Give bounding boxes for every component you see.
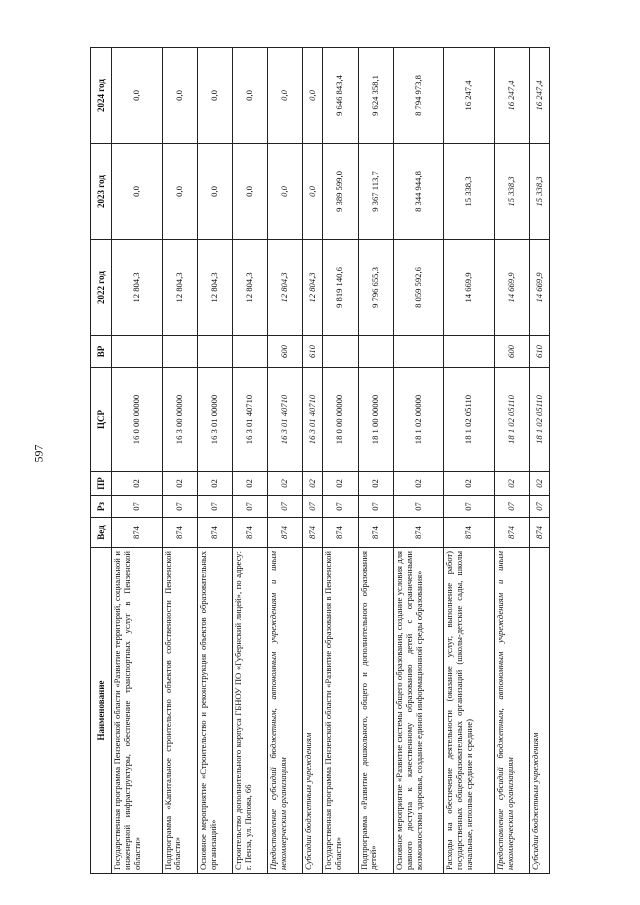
cell-value-2023: 0,0: [268, 144, 303, 240]
cell-vr: [444, 336, 495, 368]
table-row: [494, 48, 529, 874]
cell-ved: 874: [393, 518, 444, 548]
cell-value-2022: 12 804,3: [162, 240, 197, 336]
cell-ved: 874: [323, 518, 358, 548]
cell-rz: 07: [530, 496, 550, 518]
cell-ved: 874: [197, 518, 232, 548]
cell-value-2022: 12 804,3: [303, 240, 323, 336]
cell-rz: 07: [393, 496, 444, 518]
cell-value-2022: 9 796 655,3: [358, 240, 393, 336]
cell-rz: 07: [494, 496, 529, 518]
cell-rz: 07: [303, 496, 323, 518]
cell-value-2023: 0,0: [303, 144, 323, 240]
header-vr: ВР: [91, 336, 112, 368]
cell-pr: 02: [303, 472, 323, 496]
cell-name: Основное мероприятие «Развитие системы общего образования, создание условия для равного доступа к качественному образованию детей с ограниченными возможностями здоровья, создание единой информационной среды образования»: [393, 548, 444, 874]
cell-vr: [358, 336, 393, 368]
table-row: [232, 48, 267, 874]
table-row: [112, 48, 163, 874]
cell-pr: 02: [444, 472, 495, 496]
cell-name: Государственная программа Пензенской области «Развитие образования в Пензенской области»: [323, 548, 358, 874]
cell-csr: 18 1 00 00000: [358, 368, 393, 472]
cell-value-2024: 0,0: [232, 48, 267, 144]
cell-value-2024: 0,0: [197, 48, 232, 144]
cell-value-2022: 12 804,3: [197, 240, 232, 336]
cell-value-2022: 8 059 592,6: [393, 240, 444, 336]
table-row: [323, 48, 358, 874]
cell-value-2022: 14 669,9: [530, 240, 550, 336]
cell-value-2023: 15 338,3: [530, 144, 550, 240]
table-row: [444, 48, 495, 874]
cell-value-2024: 16 247,4: [444, 48, 495, 144]
cell-value-2022: 12 804,3: [232, 240, 267, 336]
header-2024: 2024 год: [91, 48, 112, 144]
cell-value-2023: 15 338,3: [444, 144, 495, 240]
cell-vr: 610: [303, 336, 323, 368]
cell-ved: 874: [494, 518, 529, 548]
cell-csr: 18 0 00 00000: [323, 368, 358, 472]
cell-value-2024: 0,0: [303, 48, 323, 144]
cell-value-2023: 8 344 944,8: [393, 144, 444, 240]
cell-value-2024: 9 646 843,4: [323, 48, 358, 144]
cell-value-2023: 15 338,3: [494, 144, 529, 240]
header-rz: Рз: [91, 496, 112, 518]
cell-csr: 16 3 01 40710: [232, 368, 267, 472]
cell-pr: 02: [162, 472, 197, 496]
budget-table: [90, 47, 550, 874]
cell-csr: 16 3 00 00000: [162, 368, 197, 472]
cell-pr: 02: [268, 472, 303, 496]
cell-ved: 874: [162, 518, 197, 548]
table-row: [162, 48, 197, 874]
cell-value-2022: 9 819 140,6: [323, 240, 358, 336]
cell-vr: 610: [530, 336, 550, 368]
cell-value-2024: 9 624 358,1: [358, 48, 393, 144]
cell-csr: 18 1 02 05110: [530, 368, 550, 472]
table-row: [303, 48, 323, 874]
cell-value-2023: 9 389 599,0: [323, 144, 358, 240]
cell-vr: [197, 336, 232, 368]
cell-pr: 02: [494, 472, 529, 496]
cell-csr: 16 0 00 00000: [112, 368, 163, 472]
table-row: [268, 48, 303, 874]
cell-rz: 07: [268, 496, 303, 518]
table-row: [393, 48, 444, 874]
cell-name: Строительство дополнительного корпуса ГБНОУ ПО «Губернский лицей», по адресу: г. Пенза, ул. Попова, 66: [232, 548, 267, 874]
cell-csr: 18 1 02 00000: [393, 368, 444, 472]
cell-pr: 02: [197, 472, 232, 496]
cell-value-2023: 0,0: [232, 144, 267, 240]
cell-ved: 874: [530, 518, 550, 548]
cell-rz: 07: [197, 496, 232, 518]
cell-ved: 874: [232, 518, 267, 548]
cell-value-2023: 9 367 113,7: [358, 144, 393, 240]
cell-pr: 02: [112, 472, 163, 496]
table-header-row: [91, 48, 112, 874]
cell-vr: 600: [494, 336, 529, 368]
cell-name: Подпрограмма «Развитие дошкольного, общего и дополнительного образования детей»: [358, 548, 393, 874]
cell-ved: 874: [112, 518, 163, 548]
cell-ved: 874: [303, 518, 323, 548]
cell-rz: 07: [162, 496, 197, 518]
cell-vr: [393, 336, 444, 368]
cell-name: Предоставление субсидий бюджетным, автономным учреждениям и иным некоммерческим организациям: [268, 548, 303, 874]
cell-vr: [162, 336, 197, 368]
cell-name: Подпрограмма «Капитальное строительство объектов собственности Пензенской области»: [162, 548, 197, 874]
table-row: [358, 48, 393, 874]
table-row: [197, 48, 232, 874]
cell-name: Основное мероприятие «Строительство и реконструкция объектов образовательных организаций»: [197, 548, 232, 874]
cell-name: Государственная программа Пензенской области «Развитие территорий, социальной и инженерной инфраструктуры, обеспечение транспортных услуг в Пензенской области»: [112, 548, 163, 874]
cell-csr: 16 3 01 40710: [303, 368, 323, 472]
cell-csr: 18 1 02 05110: [444, 368, 495, 472]
cell-vr: [112, 336, 163, 368]
cell-vr: 600: [268, 336, 303, 368]
header-csr: ЦСР: [91, 368, 112, 472]
cell-pr: 02: [358, 472, 393, 496]
cell-ved: 874: [444, 518, 495, 548]
header-2022: 2022 год: [91, 240, 112, 336]
cell-csr: 18 1 02 05110: [494, 368, 529, 472]
cell-value-2023: 0,0: [162, 144, 197, 240]
cell-value-2024: 16 247,4: [494, 48, 529, 144]
cell-pr: 02: [232, 472, 267, 496]
cell-csr: 16 3 01 00000: [197, 368, 232, 472]
cell-value-2024: 8 794 973,8: [393, 48, 444, 144]
cell-value-2023: 0,0: [112, 144, 163, 240]
cell-pr: 02: [393, 472, 444, 496]
cell-value-2024: 16 247,4: [530, 48, 550, 144]
cell-name: Субсидии бюджетным учреждениям: [530, 548, 550, 874]
cell-name: Предоставление субсидий бюджетным, автономным учреждениям и иным некоммерческим организациям: [494, 548, 529, 874]
rotated-page-content: [90, 48, 550, 874]
cell-rz: 07: [444, 496, 495, 518]
header-pr: ПР: [91, 472, 112, 496]
table-row: [530, 48, 550, 874]
page-number: 597: [31, 444, 46, 463]
cell-vr: [232, 336, 267, 368]
cell-ved: 874: [358, 518, 393, 548]
cell-vr: [323, 336, 358, 368]
header-ved: Вед: [91, 518, 112, 548]
cell-pr: 02: [323, 472, 358, 496]
cell-value-2024: 0,0: [162, 48, 197, 144]
cell-name: Субсидии бюджетным учреждениям: [303, 548, 323, 874]
header-2023: 2023 год: [91, 144, 112, 240]
cell-name: Расходы на обеспечение деятельности (оказание услуг, выполнение работ) государственных общеобразовательных организаций (школы-детские сады, школы начальные, неполные средние и средние): [444, 548, 495, 874]
cell-rz: 07: [358, 496, 393, 518]
cell-ved: 874: [268, 518, 303, 548]
cell-rz: 07: [232, 496, 267, 518]
cell-pr: 02: [530, 472, 550, 496]
header-name: Наименование: [91, 548, 112, 874]
cell-csr: 16 3 01 40710: [268, 368, 303, 472]
cell-value-2024: 0,0: [112, 48, 163, 144]
cell-value-2022: 12 804,3: [268, 240, 303, 336]
cell-value-2024: 0,0: [268, 48, 303, 144]
cell-rz: 07: [112, 496, 163, 518]
cell-value-2022: 14 669,9: [444, 240, 495, 336]
cell-value-2023: 0,0: [197, 144, 232, 240]
cell-value-2022: 12 804,3: [112, 240, 163, 336]
cell-value-2022: 14 669,9: [494, 240, 529, 336]
cell-rz: 07: [323, 496, 358, 518]
